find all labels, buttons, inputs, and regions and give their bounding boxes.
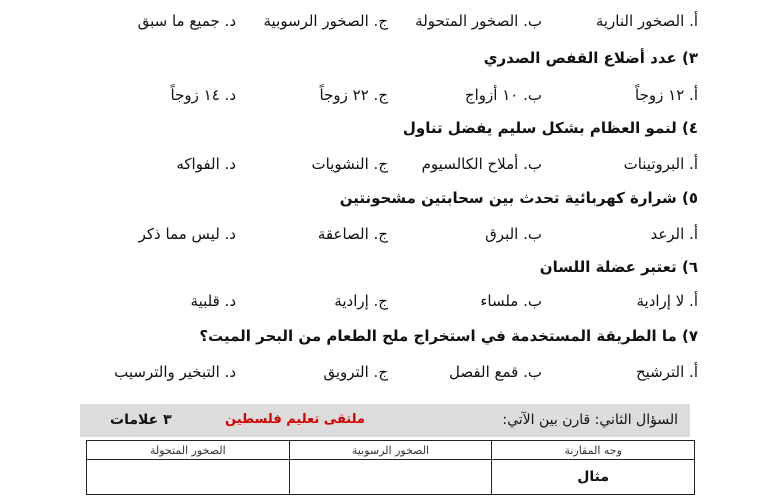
marks-label: ٣ علامات bbox=[110, 412, 172, 428]
table-cell-empty bbox=[87, 460, 290, 495]
q5-title: ٥) شرارة كهربائية تحدث بين سحابتين مشحونتين bbox=[339, 189, 698, 207]
q4-option-d: د. الفواكه bbox=[176, 155, 236, 173]
q3-option-c: ج. ٢٢ زوجاً bbox=[319, 86, 388, 104]
q5-option-d: د. ليس مما ذكر bbox=[138, 225, 236, 243]
brand-label: ملتقى تعليم فلسطين bbox=[225, 412, 365, 427]
q6-option-b: ب. ملساء bbox=[480, 292, 542, 310]
q6-title: ٦) تعتبر عضلة اللسان bbox=[539, 258, 698, 276]
q6-option-c: ج. إرادية bbox=[334, 292, 388, 310]
q7-option-c: ج. الترويق bbox=[323, 363, 388, 381]
q5-option-c: ج. الصاعقة bbox=[317, 225, 388, 243]
q7-option-a: أ. الترشيح bbox=[635, 363, 698, 381]
q6-option-a: أ. لا إرادية bbox=[636, 292, 698, 310]
table-header-cell: الصخور المتحولة bbox=[87, 441, 290, 460]
q3-option-a: أ. ١٢ زوجاً bbox=[635, 86, 698, 104]
q3-title: ٣) عدد أضلاع القفص الصدري bbox=[483, 49, 698, 67]
table-header-cell: وجه المقارنة bbox=[492, 441, 695, 460]
table-cell-empty bbox=[289, 460, 492, 495]
q3-option-b: ب. ١٠ أزواج bbox=[464, 86, 542, 104]
q4-title: ٤) لنمو العظام بشكل سليم يفضل تناول bbox=[402, 119, 698, 137]
q7-title: ٧) ما الطريقة المستخدمة في استخراج ملح الطعام من البحر الميت؟ bbox=[199, 327, 698, 345]
section2-header-band bbox=[80, 404, 690, 437]
q2-option-a: أ. الصخور النارية bbox=[595, 12, 698, 30]
table-row bbox=[87, 460, 695, 495]
q3-option-d: د. ١٤ زوجاً bbox=[170, 86, 236, 104]
comparison-table bbox=[86, 440, 695, 495]
q4-option-c: ج. النشويات bbox=[311, 155, 388, 173]
q6-option-d: د. قلبية bbox=[190, 292, 236, 310]
q2-option-b: ب. الصخور المتحولة bbox=[415, 12, 542, 30]
table-row-label: مثال bbox=[492, 460, 695, 495]
q5-option-a: أ. الرعد bbox=[650, 225, 698, 243]
table-header-cell: الصخور الرسوبية bbox=[289, 441, 492, 460]
section2-question: السؤال الثاني: قارن بين الآتي: bbox=[502, 412, 678, 428]
q2-option-c: ج. الصخور الرسوبية bbox=[263, 12, 388, 30]
q5-option-b: ب. البرق bbox=[485, 225, 542, 243]
q7-option-d: د. التبخير والترسيب bbox=[114, 363, 236, 381]
q2-option-d: د. جميع ما سبق bbox=[137, 12, 236, 30]
table-header-row bbox=[87, 441, 695, 460]
q4-option-a: أ. البروتينات bbox=[623, 155, 698, 173]
q4-option-b: ب. أملاح الكالسيوم bbox=[421, 155, 542, 173]
q7-option-b: ب. قمع الفصل bbox=[449, 363, 542, 381]
